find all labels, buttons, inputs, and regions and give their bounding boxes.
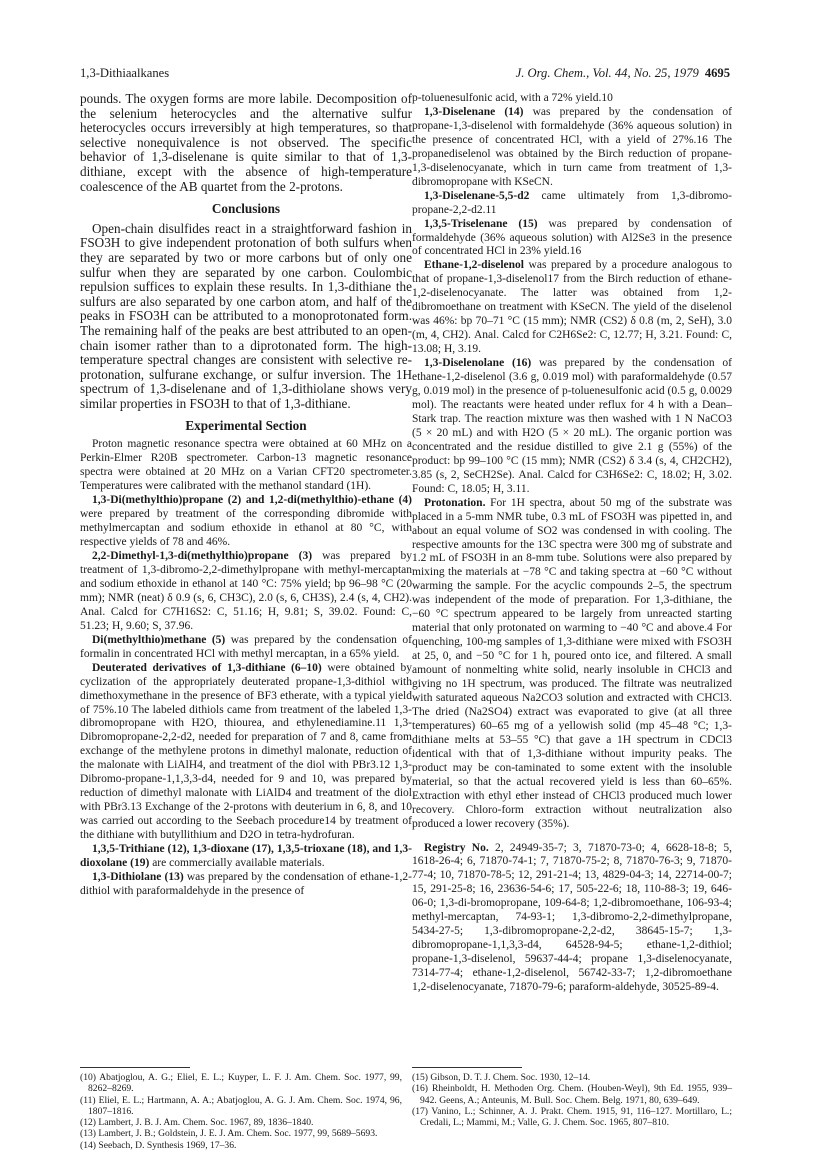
running-head-citation: [516, 66, 730, 81]
compound-title: 1,3-Diselenane-5,5-d2: [424, 189, 530, 202]
footnote: (12) Lambert, J. B. J. Am. Chem. Soc. 1967, 89, 1836–1840.: [80, 1117, 314, 1129]
prep-text: was prepared by the condensation of ethane-1,2-dithiol with paraformaldehyde in the presence of: [80, 870, 412, 897]
prep-paragraph: [412, 190, 732, 218]
prep-paragraph: [80, 634, 412, 662]
prep-paragraph: [80, 843, 412, 871]
large-print-section: [80, 92, 412, 411]
page-number: 4695: [704, 66, 730, 80]
prep-text: was prepared by the condensation of propane-1,3-diselenol with formaldehyde (36% aqueous solution) in the presence of concentrated HCl, with a yield of 27%.16 The propanediselenol was obtained by the Birch reduction of propane-1,3-diselenocyanate, which in turn came from treatment of 1,3-dibromopropane with KSeCN.: [412, 105, 733, 188]
footnote-rule: [412, 1067, 522, 1068]
intro-paragraph: pounds. The oxygen forms are more labile. Decomposition of the selenium heterocycles and the alternative sulfur heterocycles occurs irreversibly at high temperatures, so that selective nonequivalence is not observed. The specific behavior of 1,3-diselenane is quite similar to that of 1,3-dithiane, except with the absence of high-temperature coalescence of the AB quartet from the 2-protons.: [80, 91, 412, 194]
right-column: [412, 92, 732, 995]
prep-paragraph: [412, 357, 732, 497]
prep-paragraph: [412, 259, 732, 357]
left-column: [80, 92, 412, 899]
compound-title: 1,3-Dithiolane (13): [92, 870, 184, 883]
prep-text: came ultimately from 1,3-dibromo-propane-2,2-d2.11: [412, 189, 732, 216]
journal-citation: J. Org. Chem., Vol. 44, No. 25, 1979: [515, 66, 699, 80]
prep-text: was prepared by treatment of 1,3-dibromo-2,2-dimethylpropane with methyl-mercaptan and sodium ethoxide in ethanol at 140 °C: 75% yield; bp 96–98 °C (20 mm); NMR (neat) δ 0.9 (s, 6, CH3C), 2.0 (s, 6, CH3S), 2.4 (s, 4, CH2). Anal. Calcd for C7H16S2: C, 51.16; H, 9.81; S, 39.02. Found: C, 51.23; H, 9.60; S, 37.96.: [80, 550, 413, 632]
prep-text: was prepared by the condensation of formalin in concentrated HCl with methyl mercaptan, in a 65% yield.: [80, 633, 412, 660]
compound-title: 1,3,5-Trithiane (12), 1,3-dioxane (17), 1,3,5-trioxane (18), and 1,3-dioxolane (19): [80, 843, 412, 870]
exp-intro-paragraph: Proton magnetic resonance spectra were obtained at 60 MHz on a Perkin-Elmer R20B spectrometer. Carbon-13 magnetic resonance spectra were obtained at 20 MHz on a Varian CFT20 spectrometer. Temperatures were calibrated with the methanol standard (1H).: [80, 438, 412, 493]
protonation-title: Protonation.: [424, 496, 486, 509]
footnote: (11) Eliel, E. L.; Hartmann, A. A.; Abatjoglou, A. G. J. Am. Chem. Soc. 1974, 96, 1807–1816.: [80, 1094, 402, 1117]
prep-text: were prepared by treatment of the corresponding dibromide with methylmercaptan and sodium ethoxide in ethanol at 80 °C, with respective yields of 78 and 46%.: [80, 508, 412, 549]
prep-paragraph: [80, 662, 412, 843]
registry-paragraph: [412, 842, 732, 995]
compound-title: Di(methylthio)methane (5): [92, 633, 226, 646]
prep-text: were obtained by cyclization of the appropriately deuterated propane-1,3-dithiol with dimethoxymethane in the presence of BF3 etherate, with a typical yield of 75%.10 The labeled dithiols came from treatment of the labeled 1,3-dibromopropane with H2O, thiourea, and ethylenediamine.11 1,3-Dibromopropane-2,2-d2, needed for preparation of 7 and 8, came from exchange of the methylene protons in dimethyl malonate, reduction of the malonate with LiAlH4, and treatment of the diol with PBr3.12 1,3-Dibromo-propane-1,1,3,3-d4, needed for 9 and 10, was prepared by reduction of dimethyl malonate with LiAlD4 and treatment of the diol with PBr3.13 Exchange of the 2-protons with deuterium in 6, 8, and 10 was carried out according to the Seebach procedure14 by treatment of the dithiane with butyllithium and D2O in tetra-hydrofuran.: [80, 661, 412, 842]
prep-text: was prepared by the condensation of ethane-1,2-diselenol (3.6 g, 0.019 mol) with paraformaldehyde (0.57 g, 0.019 mol) in the presence of p-toluenesulfonic acid (0.5 g, 0.0029 mol). The reactants were heated under reflux for 4 h with a Dean–Stark trap. The reaction mixture was then washed with 1 N NaCO3 (5 × 20 mL) and with H2O (5 × 20 mL). The organic portion was concentrated and the residue distilled to give 2.1 g (55%) of the product: bp 99–100 °C (15 mm); NMR (CS2) δ 3.4 (s, 4, CH2CH2), 3.85 (s, 2, SeCH2Se). Anal. Calcd for C3H6Se2: C, 18.02; H, 3.02. Found: C, 18.05; H, 3.11.: [412, 357, 732, 495]
prep-paragraph: [412, 218, 732, 260]
footnote-rule: [80, 1067, 190, 1068]
compound-title: 2,2-Dimethyl-1,3-di(methylthio)propane (3): [92, 550, 313, 563]
protonation-paragraph: [412, 497, 732, 832]
prep-text: was prepared by condensation of formaldehyde (36% aqueous solution) with Al2Se3 in the presence of concentrated HCl in 23% yield.16: [412, 217, 732, 258]
footnote: (17) Vanino, L.; Schinner, A. J. Prakt. Chem. 1915, 91, 116–127. Mortillaro, L.; Credali, L.; Mammi, M.; Valle, G. J. Chem. Soc. 1965, 807–810.: [412, 1105, 732, 1129]
running-head-title: 1,3-Dithiaalkanes: [80, 66, 170, 80]
prep-text: are commercially available materials.: [149, 857, 325, 870]
conclusions-paragraph: Open-chain disulfides react in a straightforward fashion in FSO3H to give independent protonation of both sulfurs when they are separated by two or more carbons but of only one sulfur when they are separated by one carbon. Coulombic repulsion suffices to explain these results. In 1,3-dithiane the sulfurs are also separated by one carbon atom, and half of the peaks in FSO3H can be attributed to a monoprotonated form. The remaining half of the peaks are best attributed to an open-chain isomer rather than to a diprotonated form. The high-temperature spectral changes are consistent with selective re-protonation, sulfurane exchange, or sulfur inversion. The 1H spectrum of 1,3-diselenane and of 1,3-dithiolane shows very similar properties in FSO3H to that of 1,3-dithiane.: [80, 220, 412, 411]
footnote: (14) Seebach, D. Synthesis 1969, 17–36.: [80, 1139, 237, 1151]
footnote: (13) Lambert, J. B.; Goldstein, J. E. J. Am. Chem. Soc. 1977, 99, 5689–5693.: [80, 1128, 378, 1140]
footnote: (10) Abatjoglou, A. G.; Eliel, E. L.; Kuyper, L. F. J. Am. Chem. Soc. 1977, 99, 8262–8269.: [80, 1072, 402, 1095]
footnotes-right: [412, 1072, 732, 1128]
footnote: (16) Rheinboldt, H. Methoden Org. Chem. (Houben-Weyl), 9th Ed. 1955, 939–942. Geens, A.; Anteunis, M. Bull. Soc. Chem. Belg. 1971, 80, 639–649.: [412, 1083, 732, 1106]
experimental-heading: Experimental Section: [185, 418, 307, 434]
prep-paragraph: [80, 871, 412, 899]
compound-title: 1,3-Diselenolane (16): [424, 357, 532, 370]
continued-paragraph: p-toluenesulfonic acid, with a 72% yield.10: [412, 92, 613, 104]
registry-title: Registry No.: [424, 841, 489, 854]
prep-paragraph: [80, 550, 412, 634]
prep-text: was prepared by a procedure analogous to that of propane-1,3-diselenol17 from the Birch reduction of ethane-1,2-diselenocyanate. The latter was obtained from 1,2-dibromoethane on treatment with KSeCN. The yield of the diselenol was 46%: bp 70–71 °C (15 mm); NMR (CS2) δ 0.8 (m, 2, SeH), 3.0 (m, 4, CH2). Anal. Calcd for C2H6Se2: C, 12.77; H, 3.21. Found: C, 13.08; H, 3.19.: [412, 259, 732, 356]
compound-title: 1,3-Di(methylthio)propane (2) and 1,2-di(methylthio)-ethane (4): [92, 494, 412, 507]
compound-title: 1,3,5-Triselenane (15): [424, 217, 538, 230]
footnotes-left: [80, 1072, 402, 1151]
prep-paragraph: [412, 106, 732, 190]
registry-text: 2, 24949-35-7; 3, 71870-73-0; 4, 6628-18-8; 5, 1618-26-4; 6, 71870-74-1; 7, 71870-75-2; 8, 71870-76-3; 9, 71870-77-4; 10, 71870-78-5; 12, 291-21-4; 13, 4829-04-3; 14, 22714-00-7; 15, 291-25-8; 16, 23636-54-6; 17, 505-22-6; 18, 110-88-3; 19, 646-06-0; 1,3-di-bromopropane, 109-64-8; 1,2-dibromoethane, 106-93-4; methyl-mercaptan, 74-93-1; 1,3-dibromo-2,2-dimethylpropane, 5434-27-5; 1,3-dibromopropane-2,2-d2, 38645-15-7; 1,3-dibromopropane-1,1,3,3-d4, 64528-94-5; ethane-1,2-dithiol; propane-1,3-diselenol, 59637-44-4; propane 1,3-diselenocyanate, 7314-77-4; ethane-1,2-diselenol, 56742-33-7; 1,2-dibromoethane 1,2-diselenocyanate, 71870-79-6; paraform-aldehyde, 30525-89-4.: [412, 841, 732, 994]
compound-title: Ethane-1,2-diselenol: [424, 259, 524, 272]
prep-paragraph: [80, 494, 412, 550]
protonation-text: For 1H spectra, about 50 mg of the substrate was placed in a 5-mm NMR tube, 0.3 mL of FSO3H was pipetted in, and about an equal volume of SO2 was condensed in with cooling. The respective amounts for the 13C spectra were 300 mg of substrate and 1.2 mL of FSO3H in an 8-mm tube. Solutions were also prepared by mixing the materials at −78 °C and taking spectra at −60 °C without warming the sample. For the acyclic compounds 2–5, the spectrum was independent of the mode of preparation. For 1,3-dithiane, the −60 °C spectrum appeared to be largely from unreacted starting material that only protonated on warming to −40 °C and above.4 For quenching, 100-mg samples of 1,3-dithiane were mixed with FSO3H at 25, 0, and −50 °C for 1 h, poured onto ice, and filtered. A small amount of nonmelting white solid, nearly insoluble in CHCl3 and giving no 1H spectrum, was produced. The filtrate was neutralized with saturated aqueous Na2CO3 solution and extracted with CHCl3. The dried (Na2SO4) extract was evaporated to give (at all three temperatures) 60–65 mg of a yellowish solid (mp 45–48 °C; 1,3-dithiane melts at 53–55 °C) that gave a 1H spectrum in CDCl3 identical with that of 1,3-dithiane without impurity peaks. The product may be con-taminated to some extent with the insoluble material, so that the actual recovered yield is less than 60–65%. Extraction with ethyl ether instead of CHCl3 produced much lower recovery. Chloro-form extraction without neutralization also produced a lower recovery (35%).: [412, 496, 732, 830]
conclusions-heading: Conclusions: [211, 201, 281, 217]
compound-title: Deuterated derivatives of 1,3-dithiane (6–10): [92, 661, 322, 674]
footnote: (15) Gibson, D. T. J. Chem. Soc. 1930, 12–14.: [412, 1072, 591, 1083]
running-head: [80, 66, 730, 84]
compound-title: 1,3-Diselenane (14): [424, 105, 524, 118]
